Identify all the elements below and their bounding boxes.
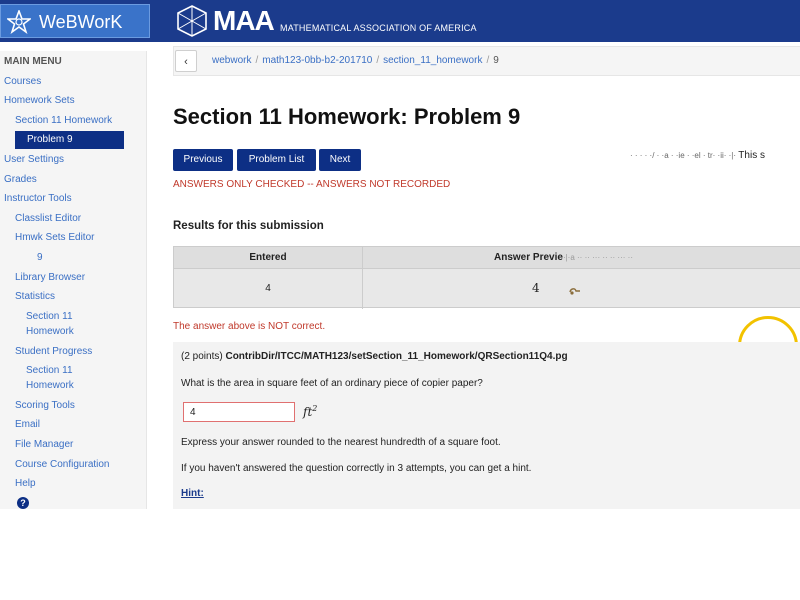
column-divider <box>362 247 363 309</box>
preview-header-label: Answer Previe <box>494 252 563 263</box>
main-menu-title: MAIN MENU <box>4 56 62 67</box>
sidebar-item-hmwk-set-9[interactable]: 9 <box>37 252 43 263</box>
webwork-logo-icon <box>7 10 31 34</box>
breadcrumb-separator: / <box>376 55 380 66</box>
breadcrumb-separator: / <box>255 55 259 66</box>
previous-button[interactable]: Previous <box>173 149 233 171</box>
help-icon[interactable]: ? <box>17 497 29 509</box>
breadcrumb-current: 9 <box>493 55 499 66</box>
hint-link[interactable]: Hint: <box>181 488 204 499</box>
maa-logo-icon <box>175 5 209 37</box>
sidebar-item-problem-9[interactable]: Problem 9 <box>15 131 124 149</box>
breadcrumb-trail <box>212 55 499 66</box>
sidebar-item-statistics[interactable]: Statistics <box>15 291 56 302</box>
sidebar-item-statistics-section-11[interactable]: Section 11 <box>26 311 73 322</box>
answer-input[interactable] <box>183 402 295 422</box>
webwork-brand[interactable] <box>0 4 150 38</box>
breadcrumb-webwork[interactable]: webwork <box>212 55 252 66</box>
sidebar-item-course-configuration[interactable]: Course Configuration <box>15 459 110 470</box>
unit-base: ft <box>303 405 313 419</box>
entered-column-header: Entered <box>249 252 287 263</box>
maa-abbrev: MAA <box>213 5 274 36</box>
back-button[interactable]: ‹ <box>175 50 197 72</box>
breadcrumb <box>173 46 800 76</box>
unit-exponent: 2 <box>312 404 318 413</box>
page-title: Section 11 Homework: Problem 9 <box>173 104 521 129</box>
hint-note: If you haven't answered the question correctly in 3 attempts, you can get a hint. <box>181 463 532 474</box>
sidebar-item-courses[interactable]: Courses <box>4 76 42 87</box>
sidebar-item-scoring-tools[interactable]: Scoring Tools <box>15 400 75 411</box>
sidebar-item-file-manager[interactable]: File Manager <box>15 439 74 450</box>
problem-panel <box>173 342 800 509</box>
problem-list-button[interactable]: Problem List <box>237 149 316 171</box>
sidebar-item-grades[interactable]: Grades <box>4 174 37 185</box>
next-button[interactable]: Next <box>319 149 361 171</box>
results-table <box>173 246 800 308</box>
result-message: The answer above is NOT correct. <box>173 321 326 332</box>
sidebar-item-progress-homework[interactable]: Homework <box>26 380 74 391</box>
rounding-instruction: Express your answer rounded to the nearest hundredth of a square foot. <box>181 437 501 448</box>
mouse-cursor-icon <box>568 285 582 297</box>
sidebar-item-instructor-tools[interactable]: Instructor Tools <box>4 193 72 204</box>
app-name: WeBWorK <box>39 12 123 32</box>
problem-header <box>181 351 568 362</box>
sidebar-item-homework-sets[interactable]: Homework Sets <box>4 95 75 106</box>
breadcrumb-set[interactable]: section_11_homework <box>383 55 483 66</box>
entered-value: 4 <box>265 283 271 294</box>
preview-header-garbled: ·|·a ·· ·· ··· ·· ·· ··· ·· <box>562 253 633 262</box>
sidebar-item-classlist-editor[interactable]: Classlist Editor <box>15 213 82 224</box>
breadcrumb-course[interactable]: math123-0bb-b2-201710 <box>262 55 373 66</box>
sidebar-item-help[interactable]: Help <box>15 478 36 489</box>
sidebar-item-student-progress[interactable]: Student Progress <box>15 346 93 357</box>
top-bar <box>0 0 800 42</box>
maa-full-name: MATHEMATICAL ASSOCIATION OF AMERICA <box>280 23 477 33</box>
problem-path: ContribDir/ITCC/MATH123/setSection_11_Homework/QRSection11Q4.pg <box>225 351 568 362</box>
garbled-header-text <box>630 150 800 161</box>
garbled-text: · · · · ·/ · ·a · ·ie · ·el · tr· ·ii· ·|· <box>630 151 737 160</box>
sidebar <box>0 51 147 509</box>
sidebar-item-hmwk-sets-editor[interactable]: Hmwk Sets Editor <box>15 232 95 243</box>
answer-unit <box>303 404 317 419</box>
garbled-text-end: This s <box>738 150 765 161</box>
sidebar-item-progress-section-11[interactable]: Section 11 <box>26 365 73 376</box>
sidebar-item-section-11-homework[interactable]: Section 11 Homework <box>15 115 113 126</box>
preview-column-header <box>494 252 633 263</box>
sidebar-item-library-browser[interactable]: Library Browser <box>15 272 86 283</box>
sidebar-item-email[interactable]: Email <box>15 419 41 430</box>
preview-value: 4 <box>532 281 540 295</box>
sidebar-item-statistics-homework[interactable]: Homework <box>26 326 74 337</box>
problem-question: What is the area in square feet of an ordinary piece of copier paper? <box>181 378 483 389</box>
problem-points: (2 points) <box>181 351 223 362</box>
results-heading: Results for this submission <box>173 220 324 232</box>
submission-status: ANSWERS ONLY CHECKED -- ANSWERS NOT RECORDED <box>173 179 451 190</box>
sidebar-item-user-settings[interactable]: User Settings <box>4 154 65 165</box>
breadcrumb-separator: / <box>486 55 490 66</box>
